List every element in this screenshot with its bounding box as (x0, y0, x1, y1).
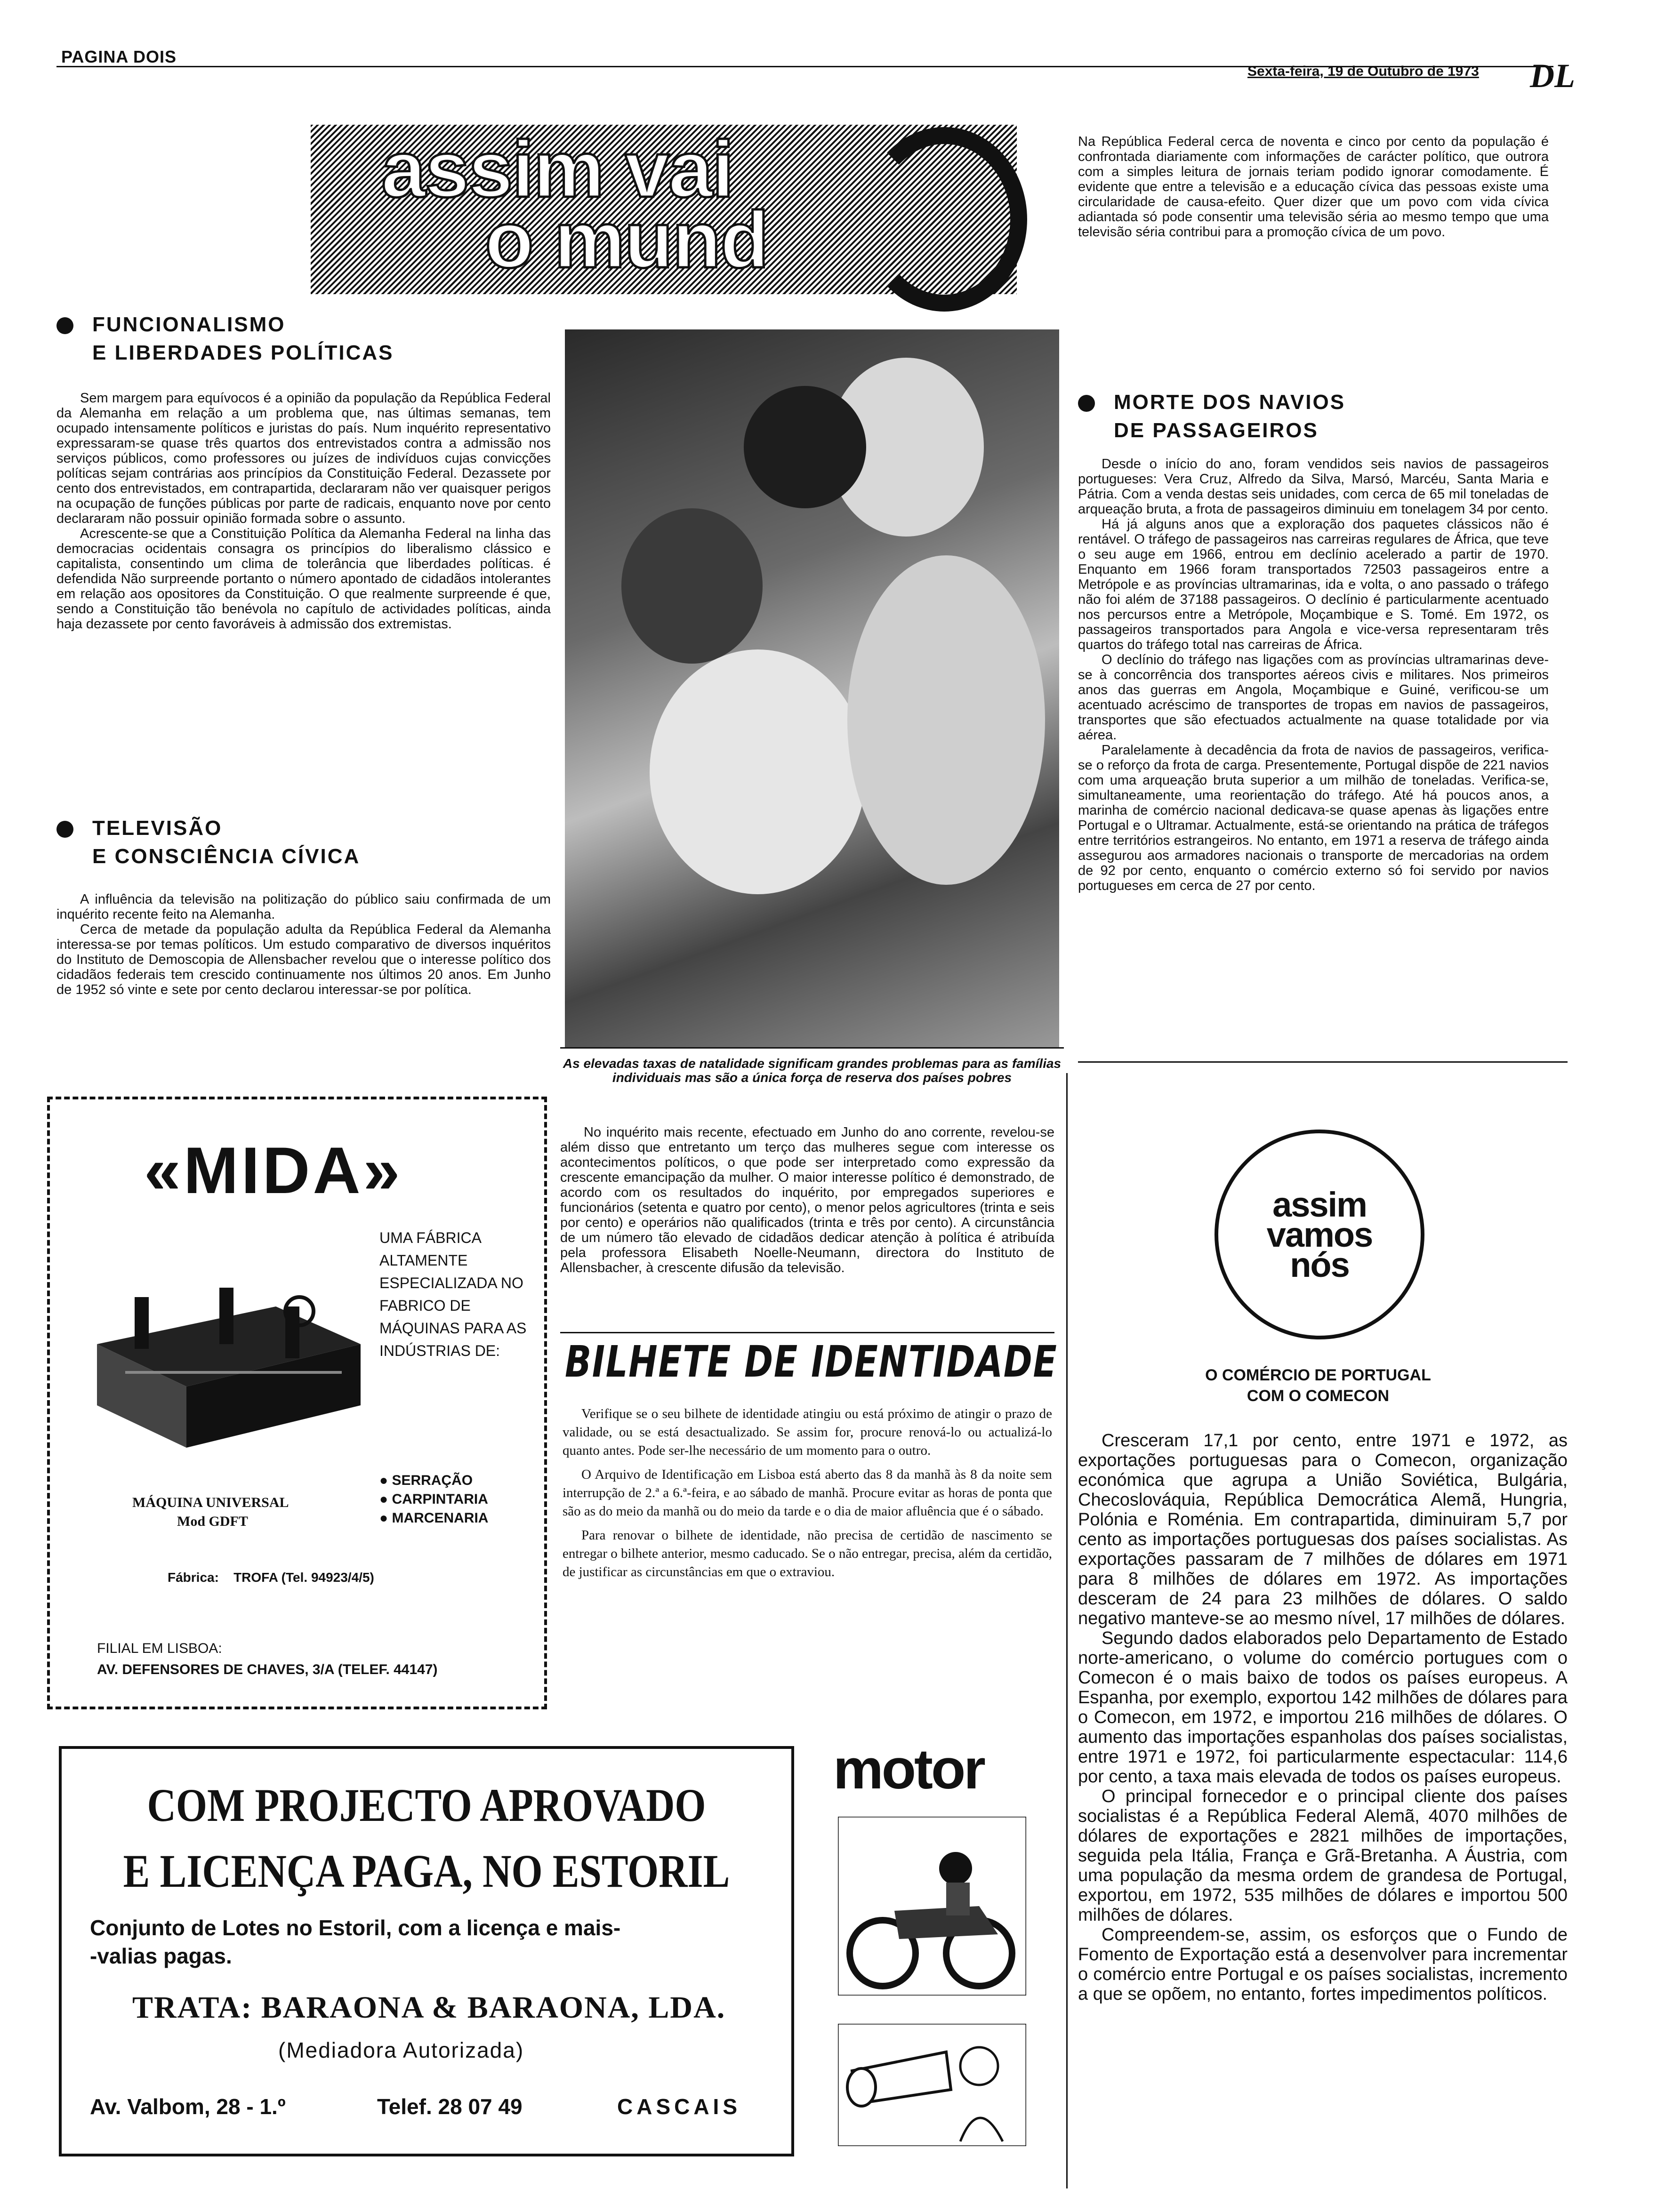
bilhete-body (563, 1405, 1052, 1587)
mida-description: UMA FÁBRICA ALTAMENTE ESPECIALIZADA NO FABRICO DE MÁQUINAS PARA AS INDÚSTRIAS DE: (379, 1229, 527, 1359)
column-rule (1078, 1061, 1568, 1063)
banner-line-1: assim vai (381, 125, 733, 214)
heading-line-2: COM O COMECON (1247, 1387, 1390, 1405)
comercio-heading (1083, 1365, 1553, 1406)
factory-value: TROFA (Tel. 94923/4/5) (233, 1570, 374, 1585)
section-heading-funcionalismo (56, 311, 394, 367)
estoril-title-line-1: COM PROJECTO APROVADO (147, 1779, 706, 1831)
logo-line: nós (1290, 1245, 1349, 1284)
paragraph: O declínio do tráfego nas ligações com as províncias ultramarinas deve-se à concorrência dos transportes aéreos civis e militares. Nos primeiros anos das guerras em Angola, Moçambique e Guiné, verificou-se um acentuado acréscimo de transportes de tropas em navios de passageiros, transportes que são efectuados actualmente na quase totalidade por via aérea. (1078, 652, 1549, 743)
children-photo (565, 329, 1059, 1047)
paragraph: O principal fornecedor e o principal cliente dos países socialistas é a República Federal Alemã, 4070 milhões de dólares de exportações e 2821 milhões de importações, seguida pela Itália, França e Grã-Bretanha. A Áustria, com uma população da mesma ordem de grandesa de Portugal, exportou, em 1972, 535 milhões de dólares e importou 500 milhões de dólares. (1078, 1787, 1568, 1925)
heading-line-2: E CONSCIÊNCIA CÍVICA (92, 845, 361, 868)
paragraph: Cresceram 17,1 por cento, entre 1971 e 1972, as exportações portuguesas para o Comecon, organização económica que agrupa a União Soviética, Bulgária, Checoslováquia, República Democrática Alemã, Hungria, Polónia e Roménia. Em contrapartida, diminuiram 5,7 por cento as importações portuguesas dos países socialistas. As exportações passaram de 7 milhões de dólares em 1971 para 8 milhões de dólares em 1972. As importações desceram de 24 para 23 milhões de dólares. O saldo negativo manteve-se ao mesmo nível, 17 milhões de dólares. (1078, 1431, 1568, 1628)
article-inquerito (560, 1125, 1054, 1275)
paragraph: Verifique se o seu bilhete de identidade atingiu ou está próximo de atingir o prazo de validade, ou se está desactualizado. Se assim for, procure renová-lo ou actualizá-lo quanto antes. Pode ser-lhe necessário de um momento para o outro. (563, 1406, 1052, 1458)
section-heading-televisao (56, 814, 360, 871)
estoril-agent-note: (Mediadora Autorizada) (278, 2038, 524, 2062)
paragraph: Paralelamente à decadência da frota de navios de passageiros, verifica-se o reforço da frota de carga. Presentemente, Portugal dispõe de 221 navios com uma arqueação bruta superior a um milhão de toneladas. Verifica-se, simultaneamente, uma reorientação do tráfego. Até há poucos anos, a marinha de comércio nacional dedicava-se quase apenas às ligações entre Portugal e o Ultramar. Actualmente, está-se orientando na prática de tráfegos entre territórios estrangeiros. No entanto, em 1971 a reserva de tráfego ainda assegurou aos armadores nacionais o transporte de mercadorias na ordem de 92 por cento, enquanto o comércio externo só foi servido por navios portugueses em cerca de 27 por cento. (1078, 743, 1549, 893)
paragraph: Cerca de metade da população adulta da República Federal da Alemanha interessa-se por temas políticos. Um estudo comparativo de diversos inquéritos do Instituto de Demoscopia de Allensbacher revelou que o interesse político dos cidadãos federais tem crescido continuamente nos últimos 20 anos. Em Junho de 1952 só vinte e sete por cento declarou interessar-se por política. (56, 922, 551, 997)
estoril-city: CASCAIS (617, 2094, 741, 2119)
motorcycle-illustration (838, 1817, 1026, 1996)
motor-section (828, 1737, 1031, 2151)
branch-label: FILIAL EM LISBOA: (97, 1641, 222, 1656)
paragraph: Para renovar o bilhete de identidade, não precisa de certidão de nascimento se entregar o bilhete anterior, mesmo caducado. Se o não entregar, precisa, além da certidão, de justificar as circunstâncias em que o extraviou. (563, 1528, 1052, 1579)
assim-vamos-nos-logo (1215, 1130, 1424, 1339)
bilhete-title: BILHETE DE IDENTIDADE (565, 1337, 1058, 1387)
photo-caption: As elevadas taxas de natalidade significam grandes problemas para as famílias individuais mas são a única força de reserva dos países pobres (563, 1056, 1062, 1085)
factory-label: Fábrica: (168, 1570, 219, 1585)
article-televisao (56, 892, 551, 997)
machine-label: MÁQUINA UNIVERSAL (132, 1495, 289, 1510)
branch-address: AV. DEFENSORES DE CHAVES, 3/A (TELEF. 44147) (97, 1662, 438, 1677)
heading-line-2: E LIBERDADES POLÍTICAS (92, 341, 394, 364)
woodworking-machine-illustration (78, 1278, 370, 1457)
banner-title (381, 125, 768, 285)
industry-item: ● SERRAÇÃO (379, 1473, 473, 1488)
estoril-description: Conjunto de Lotes no Estoril, com a licença e mais- (90, 1915, 621, 1940)
bilhete-top-rule (560, 1332, 1054, 1333)
paragraph: Há já alguns anos que a exploração dos paquetes clássicos não é rentável. O tráfego de passageiros nas carreiras regulares de África, que teve o seu auge em 1966, entrou em declínio acelerado a partir de 1970. Enquanto em 1966 foram transportados 72503 passageiros entre a Metrópole e as províncias ultramarinas, ida e volta, o ano passado o tráfego não foi além de 37188 passageiros. O declínio é particularmente acentuado nos percursos entre a Metrópole, Moçambique e S. Tomé. Em 1972, os passageiros transportados para Angola e vice-versa representaram três quartos do tráfego total nas carreiras de África. (1078, 517, 1549, 652)
machine-model: Mod GDFT (177, 1514, 248, 1529)
article-funcionalismo (56, 391, 551, 632)
paragraph: Sem margem para equívocos é a opinião da população da República Federal da Alemanha em relação a um problema que, nas últimas semanas, tem ocupado intensamente políticos e juristas do país. Num inquérito representativo expressaram-se quase três quartos dos entrevistados contra a admissão nos serviços públicos, como professores ou juízes de indivíduos cujas convicções políticas sejam contrárias aos princípios da Constituição Federal. Dezassete por cento dos entrevistados, em contrapartida, declararam não ver quaisquer perigos na ocupação de funções públicas por parte de radicais, enquanto nove por cento declararam não possuir opinião formada sobre o assunto. (56, 391, 551, 526)
banner-ring-graphic (861, 127, 1027, 312)
estoril-title-line-2: E LICENÇA PAGA, NO ESTORIL (123, 1845, 730, 1897)
paragraph: No inquérito mais recente, efectuado em Junho do ano corrente, revelou-se além disso que entretanto um terço das mulheres segue com interesse os acontecimentos políticos, o que pode ser interpretado como expressão da crescente emancipação da mulher. O maior interesse político é demonstrado, de acordo com os resultados do inquérito, por empregados superiores e funcionários (setenta e quatro por cento), o menor pelos agricultores (trinta e seis por cento) e operários não qualificados (trinta e três por cento). A circunstância de um número tão elevado de cidadãos dedicar atenção à política é atribuída pela professora Elisabeth Noelle-Neumann, directora do Instituto de Allensbacher, à crescente difusão da televisão. (560, 1125, 1054, 1275)
section-heading-navios (1078, 388, 1345, 445)
mida-industries (379, 1471, 488, 1528)
article-navios (1078, 457, 1549, 893)
paragraph: O Arquivo de Identificação em Lisboa está aberto das 8 da manhã às 8 da noite sem interrupção de 2.ª a 6.ª-feira, e ao sábado de manhã. Procure evitar as horas de ponta que são as do meio da manhã ou do meio da tarde e o dia de maior afluência que é o sábado. (563, 1467, 1052, 1519)
heading-line-1: O COMÉRCIO DE PORTUGAL (1205, 1366, 1431, 1384)
mida-factory (168, 1570, 374, 1585)
bullet-icon (56, 317, 73, 334)
page-label: PAGINA DOIS (61, 47, 177, 66)
industry-item: ● MARCENARIA (379, 1510, 489, 1526)
heading-line-1: FUNCIONALISMO (92, 313, 286, 336)
intro-paragraph (1078, 134, 1549, 240)
heading-line-2: DE PASSAGEIROS (1114, 419, 1319, 442)
estoril-agent: TRATA: BARAONA & BARAONA, LDA. (132, 1990, 726, 2025)
bilhete-article (560, 1337, 1058, 1713)
motor-title: motor (833, 1738, 984, 1801)
heading-line-1: TELEVISÃO (92, 817, 223, 840)
estoril-phone: Telef. 28 07 49 (377, 2094, 523, 2119)
heading-line-1: MORTE DOS NAVIOS (1114, 391, 1346, 414)
banner-line-2: o mund (485, 195, 768, 285)
mida-advertisement (47, 1097, 547, 1709)
issue-date: Sexta-feira, 19 de Outubro de 1973 (1247, 64, 1479, 79)
estoril-advertisement (59, 1746, 794, 2156)
mida-title: «MIDA» (144, 1133, 403, 1207)
paragraph: A influência da televisão na politização do público saiu confirmada de um inquérito recente feito na Alemanha. (56, 892, 551, 922)
newspaper-logo: DL (1530, 57, 1575, 95)
bullet-icon (1078, 395, 1095, 412)
article-comercio (1078, 1431, 1568, 2004)
bullet-icon (56, 821, 73, 838)
logo-line: vamos (1266, 1215, 1373, 1254)
header-rule (56, 66, 1553, 67)
telescope-cartoon (838, 2024, 1026, 2146)
caption-rule (560, 1047, 1064, 1049)
column-separator (1066, 1073, 1068, 2188)
logo-line: assim (1272, 1185, 1367, 1224)
paragraph: Segundo dados elaborados pelo Departamento de Estado norte-americano, o volume do comércio portugues com o Comecon é o mais baixo de todos os países europeus. A Espanha, por exemplo, exportou 142 milhões de dólares para o Comecon, em 1972, e importou 216 milhões de dólares. O aumento das importações espanholas dos países socialistas, entre 1971 e 1972, foi particularmente espectacular: 114,6 por cento, a taxa mais elevada de todos os países europeus. (1078, 1628, 1568, 1787)
paragraph: Acrescente-se que a Constituição Política da Alemanha Federal na linha das democracias ocidentais consagra os princípios do liberalismo clássico e capitalista, consentindo um clima de tolerância que liberdades políticas. é defendida Não surpreende portanto o número apontado de cidadãos intolerantes em relação aos opositores da Constituição. O que realmente surpreende é que, sendo a Constituição tão benévola no capítulo de actividades políticas, ainda haja dezassete por cento favoráveis à admissão dos extremistas. (56, 526, 551, 632)
paragraph: Compreendem-se, assim, os esforços que o Fundo de Fomento de Exportação está a desenvolver para incrementar o comércio entre Portugal e os países socialistas, incremento a que se opõem, no entanto, fortes impedimentos políticos. (1078, 1925, 1568, 2004)
estoril-description: -valias pagas. (90, 1944, 232, 1968)
logo-text (1218, 1185, 1421, 1284)
intro-text: Na República Federal cerca de noventa e cinco por cento da população é confrontada diariamente com informações de carácter político, que outrora com a simples leitura de jornais teriam podido ignorar comodamente. É evidente que entre a televisão e a educação cívica das pessoas existe uma circularidade de causa-efeito. Quer dizer que um povo com vida cívica adiantada só pode consentir uma televisão séria ao mesmo tempo que uma televisão séria contribui para a promoção cívica de um povo. (1078, 134, 1549, 240)
industry-item: ● CARPINTARIA (379, 1491, 488, 1507)
estoril-address: Av. Valbom, 28 - 1.º (90, 2094, 286, 2119)
paragraph: Desde o início do ano, foram vendidos seis navios de passageiros portugueses: Vera Cruz, Alfredo da Silva, Marsó, Marcéu, Santa Maria e Pátria. Com a venda destas seis unidades, com cerca de 65 mil toneladas de arqueação bruta, a frota de passageiros diminuiu em tonelagem 34 por cento. (1078, 457, 1549, 517)
